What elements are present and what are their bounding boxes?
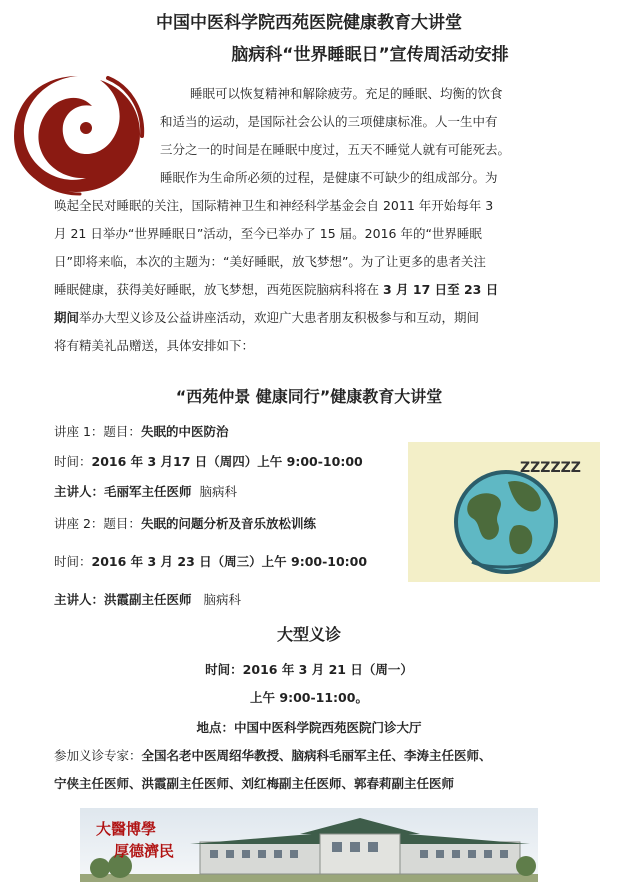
time-label: 时间： [54,554,92,569]
lecture2-topic [54,514,316,532]
lecture1-speaker-name: 毛丽军主任医师 [104,484,192,499]
page-subtitle: 脑病科“世界睡眠日”宣传周活动安排 [231,45,509,65]
hospital-logo-icon [8,68,148,198]
clinic-time-line2: 上午 9:00-11:00。 [250,690,368,705]
lecture1-time-value: 2016 年 3 月17 日（周四）上午 9:00-10:00 [91,454,363,469]
lecture1-title: 失眠的中医防治 [140,424,229,439]
intro-line: 日”即将来临，本次的主题为：“美好睡眠，放飞梦想”。为了让更多的患者关注 [54,254,486,269]
clinic-title: 大型义诊 [276,625,341,644]
speaker-label: 主讲人： [54,484,105,499]
calligraphy-line2: 厚德濟民 [114,842,175,860]
lecture2-dept: 脑病科 [203,592,241,607]
intro-line: 和适当的运动，是国际社会公认的三项健康标准。人一生中有 [160,114,498,129]
intro-text: 举办大型义诊及公益讲座活动，欢迎广大患者朋友积极参与和互动，期间 [79,310,480,325]
intro-line: 月 21 日举办“世界睡眠日”活动，至今已举办了 15 届。2016 年的“世界睡眠 [54,226,482,241]
calligraphy-line1: 大醫博學 [96,820,157,838]
experts-label: 参加义诊专家： [54,748,142,763]
clinic-experts-line2: 宁侠主任医师、洪霞副主任医师、刘红梅副主任医师、郭春莉副主任医师 [54,776,455,791]
speaker-label: 主讲人： [54,592,105,607]
lecture1-dept: 脑病科 [199,484,237,499]
lecture1-label: 讲座 1：题目： [54,424,141,439]
clinic-time-line1: 时间：2016 年 3 月 21 日（周一） [205,662,413,677]
lecture-section-title: “西苑仲景 健康同行”健康教育大讲堂 [175,387,443,406]
intro-line: 唤起全民对睡眠的关注，国际精神卫生和神经科学基金会自 2011 年开始每年 3 [54,198,494,213]
lecture2-label: 讲座 2：题目： [54,516,141,531]
lecture1-time [54,452,363,470]
hospital-building-icon [80,808,538,882]
intro-line [54,276,498,304]
intro-line [54,304,479,332]
lecture2-time [54,552,367,570]
event-dates: 3 月 17 日至 23 日 [382,282,499,297]
time-label: 时间： [54,454,92,469]
lecture1-speaker [54,482,237,500]
clinic-location: 地点：中国中医科学院西苑医院门诊大厅 [196,720,422,735]
intro-line: 将有精美礼品赠送，具体安排如下： [54,338,255,353]
lecture2-speaker-name: 洪霞副主任医师 [104,592,192,607]
globe-icon [408,442,600,582]
sleeping-globe-image [408,442,600,582]
intro-line: 睡眠可以恢复精神和解除疲劳。充足的睡眠、均衡的饮食 [190,86,503,101]
intro-line: 睡眠作为生命所必须的过程，是健康不可缺少的组成部分。为 [160,170,498,185]
page-title: 中国中医科学院西苑医院健康教育大讲堂 [156,13,462,33]
lecture2-title: 失眠的问题分析及音乐放松训练 [140,516,316,531]
clinic-experts-line1 [54,746,492,764]
lecture1-topic [54,422,228,440]
lecture2-time-value: 2016 年 3 月 23 日（周三）上午 9:00-10:00 [91,554,368,569]
sleep-z-text: ZZZZZZ [520,460,581,476]
hospital-banner-image [80,808,538,882]
experts-list: 全国名老中医周绍华教授、脑病科毛丽军主任、李涛主任医师、 [141,748,492,763]
lecture2-speaker [54,590,241,608]
intro-text: 睡眠健康，获得美好睡眠，放飞梦想，西苑医院脑病科将在 [54,282,383,297]
event-period: 期间 [54,310,80,325]
intro-line: 三分之一的时间是在睡眠中度过，五天不睡觉人就有可能死去。 [160,142,511,157]
